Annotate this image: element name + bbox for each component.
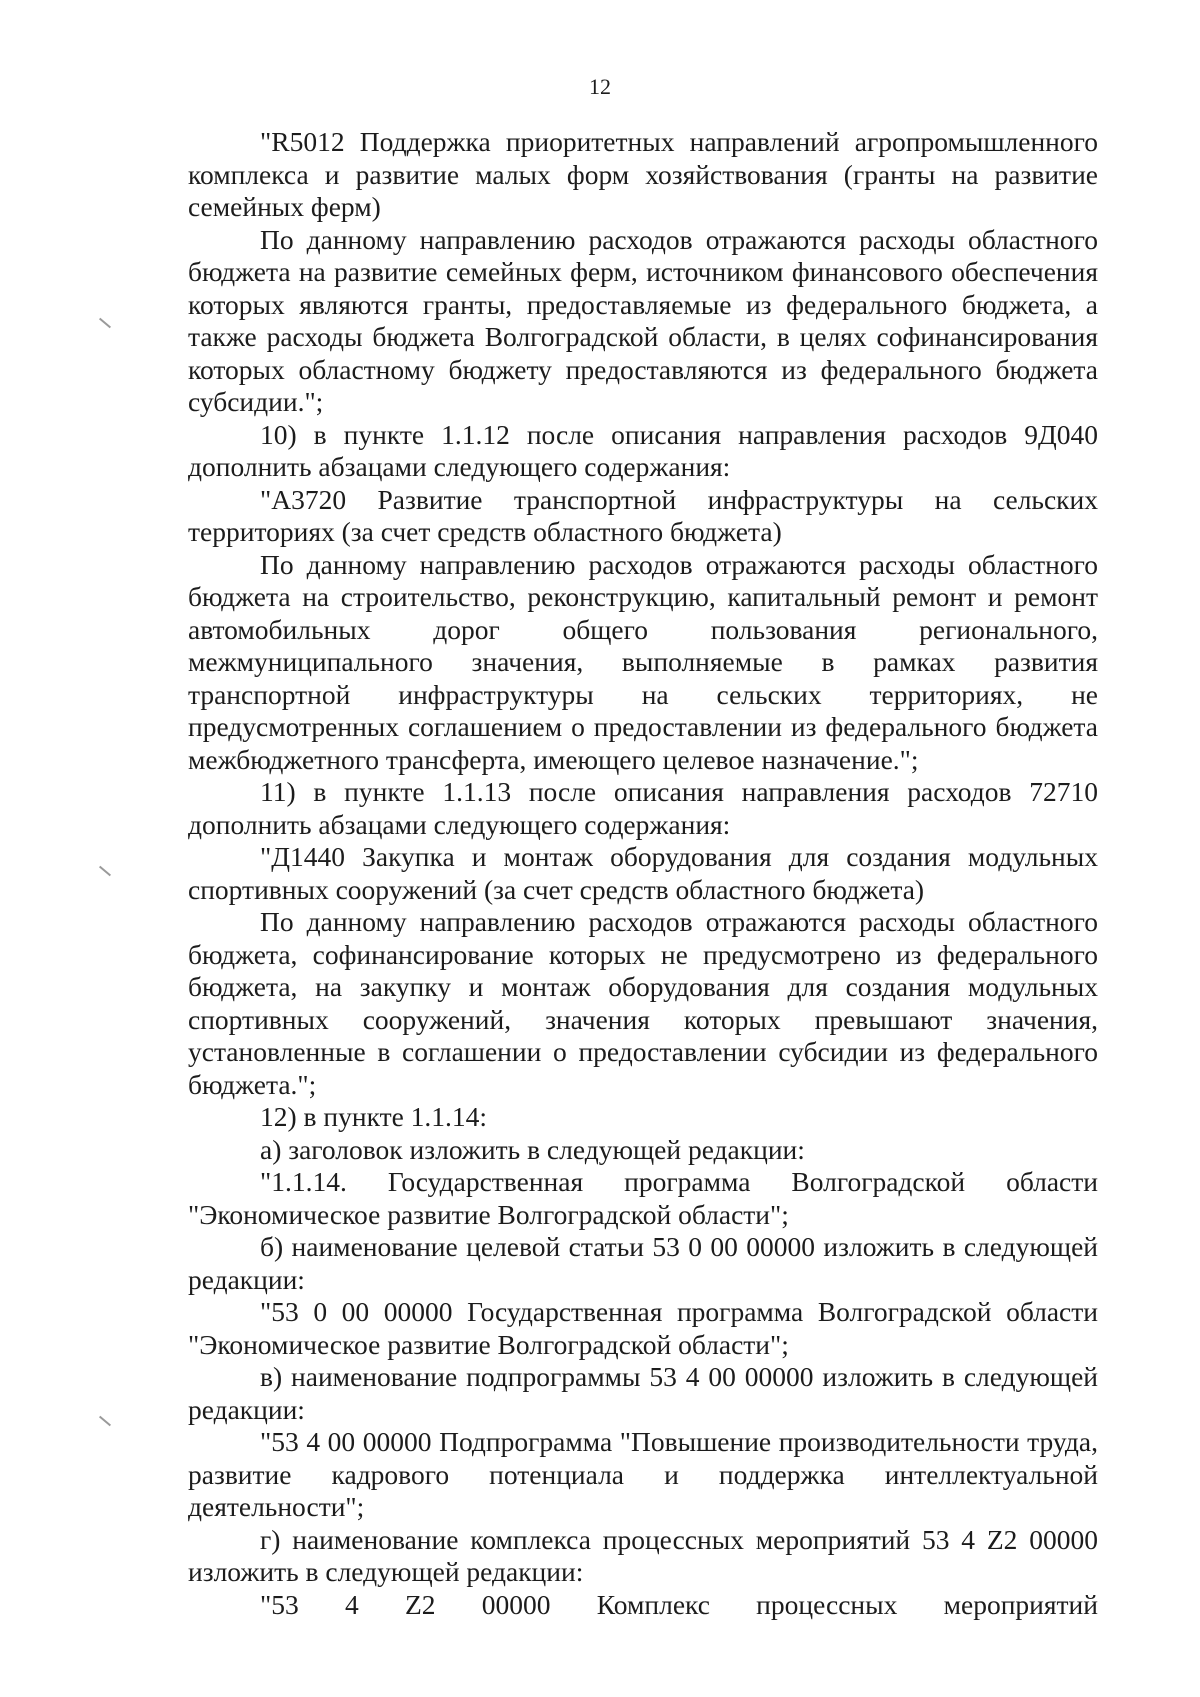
paragraph-item-12b: б) наименование целевой статьи 53 0 00 00000 изложить в следующей редакции:: [188, 1231, 1098, 1295]
paragraph-a3720-heading: "А3720 Развитие транспортной инфраструктуры на сельских территориях (за счет средств областного бюджета): [188, 483, 1098, 547]
paragraph-a3720-description: По данному направлению расходов отражаются расходы областного бюджета на строительство, реконструкцию, капитальный ремонт и ремонт автомобильных дорог общего пользования регионального, межмуниципального значения, выполняемые в рамках развития транспортной инфраструктуры на сельских территориях, не предусмотренных соглашением о предоставлении из федерального бюджета межбюджетного трансферта, имеющего целевое назначение.";: [188, 548, 1098, 775]
scan-mark: [99, 866, 111, 877]
paragraph-d1440-heading: "Д1440 Закупка и монтаж оборудования для создания модульных спортивных сооружений (за счет средств областного бюджета): [188, 841, 1098, 905]
scan-mark: [99, 1416, 111, 1427]
paragraph-item-12a: а) заголовок изложить в следующей редакции:: [260, 1133, 805, 1165]
paragraph-53-0-00-00000: "53 0 00 00000 Государственная программа Волгоградской области "Экономическое развитие Волгоградской области";: [188, 1296, 1098, 1360]
paragraph-r5012-description: По данному направлению расходов отражаются расходы областного бюджета на развитие семейных ферм, источником финансового обеспечения которых являются гранты, предоставляемые из федерального бюджета, а также расходы бюджета Волгоградской области, в целях софинансирования которых областному бюджету предоставляются из федерального бюджета субсидии.";: [188, 223, 1098, 417]
document-body: [188, 126, 1098, 1621]
paragraph-item-10: 10) в пункте 1.1.12 после описания направления расходов 9Д040 дополнить абзацами следующего содержания:: [188, 418, 1098, 482]
paragraph-item-12: 12) в пункте 1.1.14:: [260, 1101, 488, 1132]
paragraph-d1440-description: По данному направлению расходов отражаются расходы областного бюджета, софинансирование которых не предусмотрено из федерального бюджета, на закупку и монтаж оборудования для создания модульных спортивных сооружений, значения которых превышают значения, установленные в соглашении о предоставлении субсидии из федерального бюджета.";: [188, 906, 1098, 1100]
paragraph-53-4-z2-00000: "53 4 Z2 00000 Комплекс процессных мероприятий: [260, 1588, 1098, 1620]
paragraph-item-12v: в) наименование подпрограммы 53 4 00 00000 изложить в следующей редакции:: [188, 1361, 1098, 1425]
scan-mark: [99, 318, 111, 329]
paragraph-53-4-00-00000: "53 4 00 00000 Подпрограмма "Повышение производительности труда, развитие кадрового потенциала и поддержка интеллектуальной деятельности";: [188, 1426, 1098, 1522]
paragraph-item-11: 11) в пункте 1.1.13 после описания направления расходов 72710 дополнить абзацами следующего содержания:: [188, 776, 1098, 840]
paragraph-item-12g: г) наименование комплекса процессных мероприятий 53 4 Z2 00000 изложить в следующей редакции:: [188, 1523, 1098, 1587]
paragraph-r5012-heading: "R5012 Поддержка приоритетных направлений агропромышленного комплекса и развитие малых форм хозяйствования (гранты на развитие семейных ферм): [188, 126, 1098, 222]
page-number: 12: [589, 74, 611, 99]
paragraph-1-1-14-title: "1.1.14. Государственная программа Волгоградской области "Экономическое развитие Волгоградской области";: [188, 1166, 1098, 1230]
